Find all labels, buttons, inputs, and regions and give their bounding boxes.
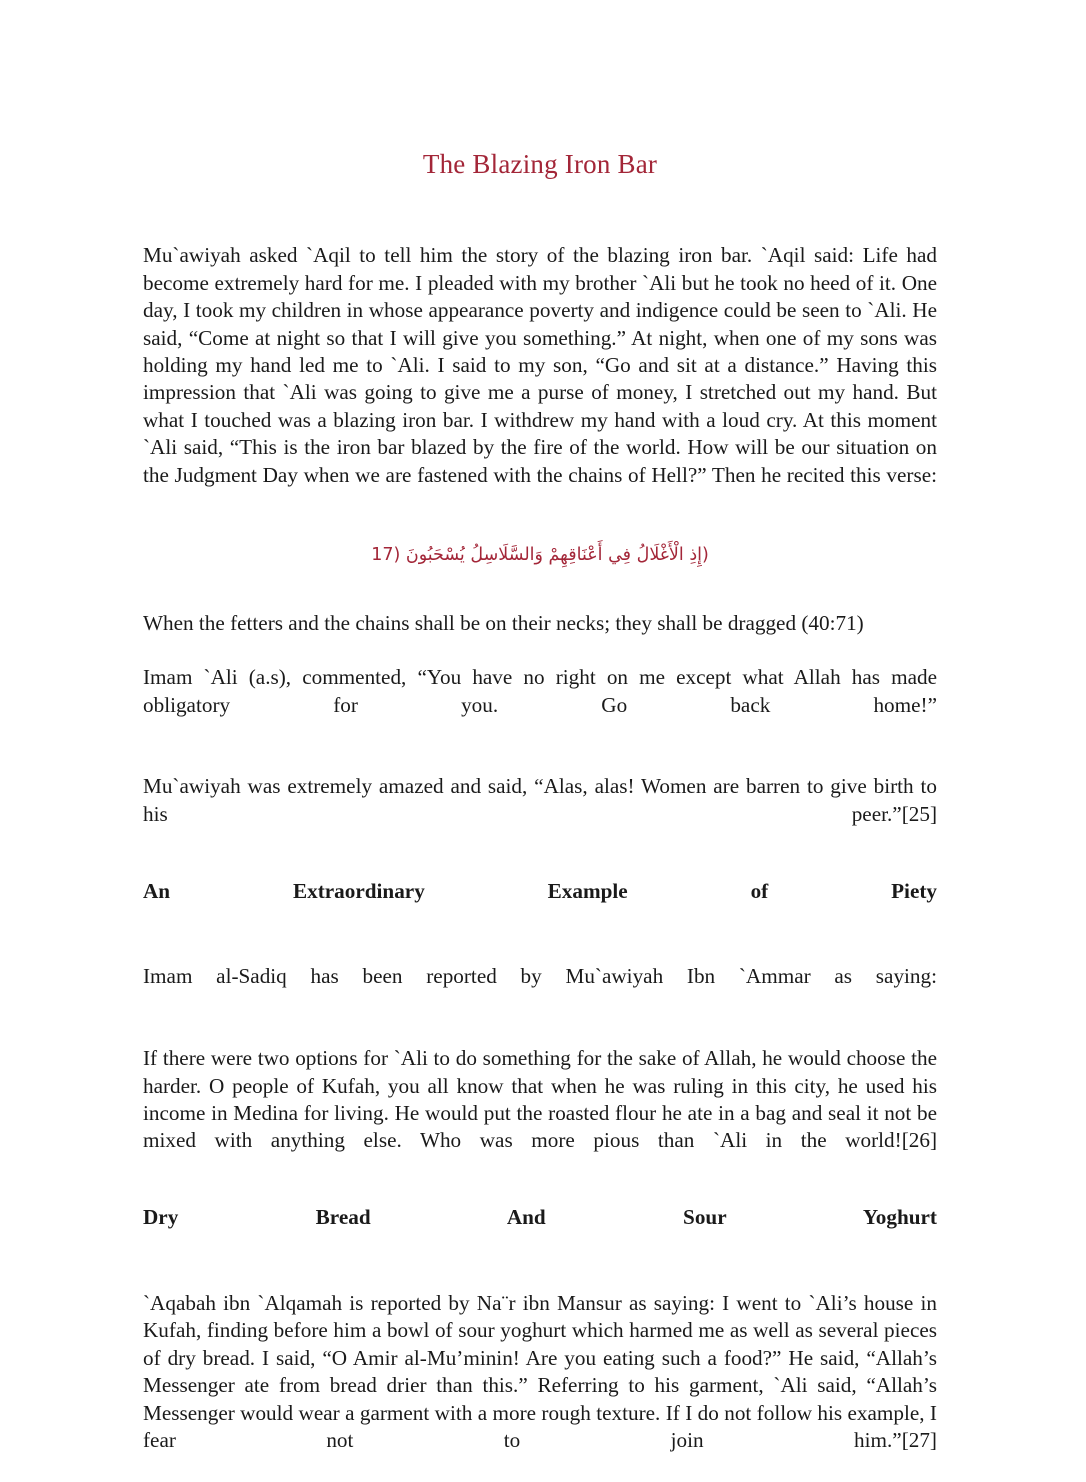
- section-heading-extraordinary-example-of-piety: An Extraordinary Example of Piety: [143, 878, 937, 903]
- section-heading-dry-bread-and-sour-yoghurt: Dry Bread And Sour Yoghurt: [143, 1205, 937, 1230]
- paragraph-muawiyah-amazed: Mu`awiyah was extremely amazed and said, “Alas, alas! Women are barren to give birth to his peer.”[25]: [143, 774, 937, 826]
- paragraph-imam-ali-comment: Imam `Ali (a.s), commented, “You have no right on me except what Allah has made obligatory for you. Go back home!”: [143, 665, 937, 717]
- paragraph-verse-translation: When the fetters and the chains shall be on their necks; they shall be dragged (40:71): [143, 610, 864, 635]
- page-content-column: [143, 0, 937, 1482]
- paragraph-blazing-iron-bar-story: Mu`awiyah asked `Aqil to tell him the story of the blazing iron bar. `Aqil said: Life had become extremely hard for me. I pleaded with my brother `Ali but he took no heed of it. One day, I took my children in whose appearance poverty and indigence could be seen to `Ali. He said, “Come at night so that I will give you something.” At night, when one of my sons was holding my hand led me to `Ali. I said to my son, “Go and sit at a distance.” Having this impression that `Ali was going to give me a purse of money, I stretched out my hand. But what I touched was a blazing iron bar. I withdrew my hand with a loud cry. At this moment `Ali said, “This is the iron bar blazed by the fire of the world. How will be our situation on the Judgment Day when we are fastened with the chains of Hell?” Then he recited this verse:: [143, 243, 937, 487]
- paragraph-two-options-piety: If there were two options for `Ali to do something for the sake of Allah, he would choose the harder. O people of Kufah, you all know that when he was ruling in this city, he used his income in Medina for living. He would put the roasted flour he ate in a bag and seal it not be mixed with anything else. Who was more pious than `Ali in the world![26]: [143, 1046, 937, 1153]
- page-title-text: The Blazing Iron Bar: [422, 149, 658, 179]
- paragraph-imam-al-sadiq-report: Imam al-Sadiq has been reported by Mu`awiyah Ibn `Ammar as saying:: [143, 964, 937, 989]
- page-title: [143, 0, 937, 180]
- paragraph-aqabah-ibn-alqamah-account: `Aqabah ibn `Alqamah is reported by Na¨r ibn Mansur as saying: I went to `Ali’s house in Kufah, finding before him a bowl of sour yoghurt which harmed me as well as several pieces of dry bread. I said, “O Amir al-Mu’minin! Are you eating such a food?” He said, “Allah’s Messenger ate from bread drier than this.” Referring to his garment, `Ali said, “Allah’s Messenger would wear a garment with a more rough texture. If I do not follow his example, I fear not to join him.”[27]: [143, 1291, 937, 1453]
- quran-verse-arabic: (إِذِ الْأَغْلَالُ فِي أَعْنَاقِهِمْ وَالسَّلَاسِلُ يُسْحَبُونَ (71: [371, 545, 709, 566]
